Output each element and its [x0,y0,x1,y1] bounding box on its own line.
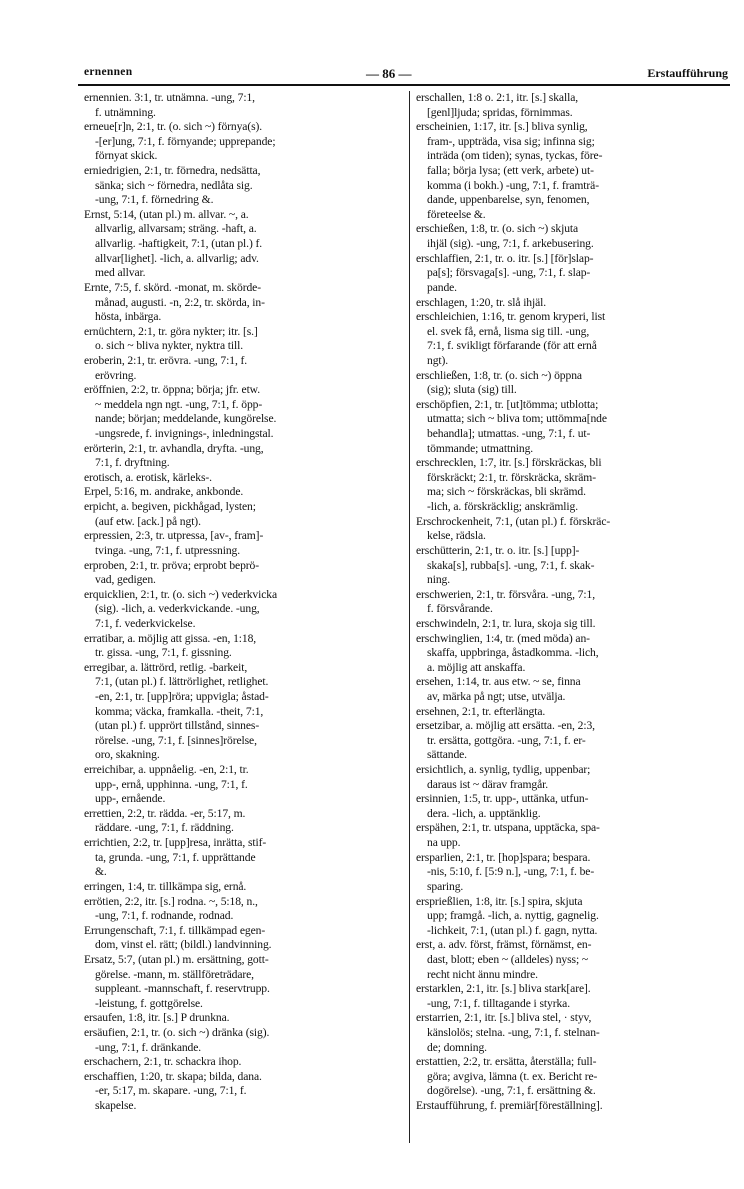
entry-line: dande, uppenbarelse, syn, fenomen, [427,193,590,207]
entry-line: inträda (om tiden); synas, tyckas, före- [427,149,603,163]
page-number: — 86 — [366,66,412,81]
entry-line: erschöpfien, 2:1, tr. [ut]tömma; utblotta; [416,397,599,411]
entry-line: dera. -lich, a. upptänklig. [427,806,541,820]
entry-line: oro, skakning. [95,748,160,762]
entry-line: Erpel, 5:16, m. andrake, ankbonde. [84,485,244,499]
entry-line: ersehnen, 2:1, tr. efterlängta. [416,704,546,718]
entry-line: erschaffien, 1:20, tr. skapa; bilda, dana. [84,1069,262,1083]
entry-line: månad, augusti. -n, 2:2, tr. skörda, in- [95,295,265,309]
entry-line: företeelse &. [427,207,486,221]
entry-line: kelse, rädsla. [427,529,486,543]
entry-line: -ung, 7:1, f. förnedring &. [95,193,214,207]
entry-line: recht nicht ännu mindre. [427,967,538,981]
entry-line: ngt). [427,353,449,367]
header-rule [78,84,730,86]
entry-line: sänka; sich ~ förnedra, nedlåta sig. [95,178,253,192]
entry-line: ersinnien, 1:5, tr. upp-, uttänka, utfun- [416,792,589,806]
entry-line: erscheinien, 1:17, itr. [s.] bliva synlig, [416,120,588,134]
entry-line: 7:1, f. vederkvickelse. [95,616,196,630]
entry-line: ersichtlich, a. synlig, tydlig, uppenbar; [416,763,591,777]
entry-line: 7:1, f. dryftning. [95,456,170,470]
entry-line: tr. gissa. -ung, 7:1, f. gissning. [95,646,232,660]
entry-line: skaffa, uppbringa, åstadkomma. -lich, [427,646,599,660]
entry-line: dast, blott; eben ~ (alldeles) nyss; ~ [427,952,589,966]
entry-line: -ungsrede, f. invignings-, inledningstal. [95,427,274,441]
entry-line: ersehen, 1:14, tr. aus etw. ~ se, finna [416,675,581,689]
entry-line: Ernte, 7:5, f. skörd. -monat, m. skörde- [84,280,261,294]
left-column [84,91,404,1114]
entry-line: f. försvårande. [427,602,493,616]
entry-line: erratibar, a. möjlig att gissa. -en, 1:18, [84,631,257,645]
entry-line: o. sich ~ bliva nykter, nyktra till. [95,339,244,353]
entry-line: Ernst, 5:14, (utan pl.) m. allvar. ~, a. [84,207,249,221]
entry-line: [genl]ljuda; spridas, förnimmas. [427,105,573,119]
entry-line: -lichkeit, 7:1, (utan pl.) f. gagn, nytta. [427,923,598,937]
entry-line: Errungenschaft, 7:1, f. tillkämpad egen- [84,923,266,937]
entry-line: ersparlien, 2:1, tr. [hop]spara; bespara. [416,850,591,864]
entry-line: 7:1, (utan pl.) f. lättrörlighet, retlighet. [95,675,269,689]
entry-line: behandla]; utmattas. -ung, 7:1, f. ut- [427,427,591,441]
entry-line: erst, a. adv. först, främst, förnämst, en- [416,938,592,952]
entry-line: erschütterin, 2:1, tr. o. itr. [s.] [upp]- [416,543,580,557]
entry-line: eröffnien, 2:2, tr. öppna; börja; jfr. etw. [84,383,261,397]
entry-line: allvar[lighet]. -lich, a. allvarlig; adv. [95,251,259,265]
entry-line: erpressien, 2:3, tr. utpressa, [av-, fram]- [84,529,264,543]
entry-line: erschallen, 1:8 o. 2:1, itr. [s.] skalla, [416,91,579,104]
entry-line: Erschrockenheit, 7:1, (utan pl.) f. förskräc- [416,514,611,528]
entry-line: erörterin, 2:1, tr. avhandla, dryfta. -ung, [84,441,264,455]
entry-line: allvarlig, allvarsam; sträng. -haft, a. [95,222,257,236]
entry-line: ta, grunda. -ung, 7:1, f. upprättande [95,850,256,864]
entry-line: upp-, ernående. [95,792,166,806]
entry-line: känslolös; stelna. -ung, 7:1, f. stelnan- [427,1026,600,1039]
entry-line: av, märka på ngt; utse, utvälja. [427,689,566,703]
entry-line: -leistung, f. gottgörelse. [95,996,203,1010]
entry-line: ersaufen, 1:8, itr. [s.] P drunkna. [84,1011,230,1025]
entry-line: de; domning. [427,1040,487,1054]
entry-line: ihjäl (sig). -ung, 7:1, f. arkebusering. [427,237,594,251]
entry-line: (utan pl.) f. upprört tillstånd, sinnes- [95,719,260,733]
entry-line: ernennien. 3:1, tr. utnämna. -ung, 7:1, [84,91,255,104]
column-divider [409,91,410,1143]
entry-line: -ung, 7:1, f. tilltagande i styrka. [427,996,571,1010]
entry-line: f. utnämning. [95,105,156,119]
entry-line: upp; framgå. -lich, a. nyttig, gagnelig. [427,909,599,923]
entry-line: -ung, 7:1, f. rodnande, rodnad. [95,909,234,923]
entry-line: tömmande; utmattning. [427,441,534,455]
entry-line: tr. ersätta, gottgöra. -ung, 7:1, f. er- [427,733,586,747]
entry-line: ning. [427,573,451,587]
entry-line: &. [95,865,107,879]
entry-line: erschwinglien, 1:4, tr. (med möda) an- [416,631,590,645]
entry-line: erschießen, 1:8, tr. (o. sich ~) skjuta [416,222,579,236]
entry-line: komma; väcka, framkalla. -theit, 7:1, [95,704,264,718]
entry-line: Erstaufführung, f. premiär[föreställning]. [416,1099,603,1113]
right-column [416,91,738,1114]
entry-line: (sig); sluta (sig) till. [427,383,517,397]
entry-line: erschließen, 1:8, tr. (o. sich ~) öppna [416,368,582,382]
entry-line: erschwindeln, 2:1, tr. lura, skoja sig till. [416,616,596,630]
entry-line: fram-, uppträda, visa sig; infinna sig; [427,134,595,148]
entry-line: räddare. -ung, 7:1, f. räddning. [95,821,234,835]
entry-line: erstattien, 2:2, tr. ersätta, återställa; full- [416,1055,597,1069]
entry-line: hösta, inbärga. [95,310,162,324]
entry-line: errichtien, 2:2, tr. [upp]resa, inrätta, stif- [84,836,267,850]
entry-line: skaka[s], rubba[s]. -ung, 7:1, f. skak- [427,558,595,572]
entry-line: förskräckt; 2:1, tr. förskräcka, skräm- [427,470,596,484]
entry-line: erövring. [95,368,137,382]
entry-line: daraus ist ~ därav framgår. [427,777,549,791]
entry-line: -[er]ung, 7:1, f. förnyande; upprepande; [95,134,276,148]
guide-word-left: ernennen [84,66,133,78]
entry-line: görelse. -mann, m. ställföreträdare, [95,967,254,981]
entry-line: erschwerien, 2:1, tr. försvåra. -ung, 7:1, [416,587,595,601]
entry-line: erschachern, 2:1, tr. schackra ihop. [84,1055,242,1069]
entry-line: göra; avgiva, lämna (t. ex. Bericht re- [427,1069,598,1083]
entry-line: eroberin, 2:1, tr. erövra. -ung, 7:1, f. [84,353,248,367]
entry-line: erneue[r]n, 2:1, tr. (o. sich ~) förnya(s). [84,120,263,134]
entry-line: Ersatz, 5:7, (utan pl.) m. ersättning, gott- [84,952,269,966]
entry-line: rörelse. -ung, 7:1, f. [sinnes]rörelse, [95,733,257,747]
entry-line: ma; sich ~ förskräckas, bli skrämd. [427,485,586,499]
entry-line: dom, vinst el. rätt; (bildl.) landvinning. [95,938,272,952]
entry-line: sparing. [427,879,464,893]
entry-line: erschlagen, 1:20, tr. slå ihjäl. [416,295,547,309]
entry-line: (auf etw. [ack.] på ngt). [95,514,201,528]
entry-line: erniedrigien, 2:1, tr. förnedra, nedsätta, [84,164,261,178]
entry-line: sättande. [427,748,467,762]
entry-line: -en, 2:1, tr. [upp]röra; uppvigla; åstad- [95,689,269,703]
entry-line: errettien, 2:2, tr. rädda. -er, 5:17, m. [84,806,246,820]
entry-line: erotisch, a. erotisk, kärleks-. [84,470,212,484]
entry-line: erstarklen, 2:1, itr. [s.] bliva stark[are]. [416,982,591,996]
entry-line: förnyat skick. [95,149,158,163]
entry-line: tvinga. -ung, 7:1, f. utpressning. [95,543,241,557]
entry-line: erspähen, 2:1, tr. utspana, upptäcka, spa- [416,821,600,835]
entry-line: erschrecklen, 1:7, itr. [s.] förskräckas, bli [416,456,602,470]
entry-line: falla; börja lysa; (ett verk, arbete) ut- [427,164,594,178]
entry-line: erquicklien, 2:1, tr. (o. sich ~) vederkvicka [84,587,278,601]
entry-line: pa[s]; försvaga[s]. -ung, 7:1, f. slap- [427,266,591,280]
entry-line: erpicht, a. begiven, pickhågad, lysten; [84,500,256,514]
entry-line: (sig). -lich, a. vederkvickande. -ung, [95,602,260,616]
entry-line: erschlaffien, 2:1, tr. o. itr. [s.] [för]slap- [416,251,594,265]
entry-line: utmatta; sich ~ bliva tom; uttömma[nde [427,412,607,426]
entry-line: vad, gedigen. [95,573,156,587]
entry-line: -nis, 5:10, f. [5:9 n.], -ung, 7:1, f. be- [427,865,595,879]
entry-line: allvarlig. -haftigkeit, 7:1, (utan pl.) f. [95,237,263,251]
entry-line: erringen, 1:4, tr. tillkämpa sig, ernå. [84,879,247,893]
entry-line: erreichibar, a. uppnåelig. -en, 2:1, tr. [84,763,249,777]
entry-line: erstarrien, 2:1, itr. [s.] bliva stel, · styv, [416,1011,592,1025]
dictionary-page [70,58,734,1168]
entry-line: erschleichien, 1:16, tr. genom kryperi, list [416,310,606,324]
entry-line: ernüchtern, 2:1, tr. göra nykter; itr. [s.] [84,324,258,338]
entry-line: suppleant. -mannschaft, f. reservtrupp. [95,982,270,996]
entry-line: erregibar, a. lättrörd, retlig. -barkeit, [84,660,248,674]
entry-line: med allvar. [95,266,146,280]
entry-line: errötien, 2:2, itr. [s.] rodna. ~, 5:18, n., [84,894,258,908]
entry-line: 7:1, f. svikligt förfarande (för att ernå [427,339,597,353]
entry-line: a. möjlig att anskaffa. [427,660,526,674]
guide-word-right: Erstaufführung [647,66,728,80]
entry-line: ersetzibar, a. möjlig att ersätta. -en, 2:3, [416,719,595,733]
entry-line: upp-, ernå, upphinna. -ung, 7:1, f. [95,777,248,791]
entry-line: na upp. [427,836,461,850]
entry-line: ~ meddela ngn ngt. -ung, 7:1, f. öpp- [95,397,263,411]
entry-line: -er, 5:17, m. skapare. -ung, 7:1, f. [95,1084,247,1098]
entry-line: nande; början; meddelande, kungörelse. [95,412,277,426]
entry-line: pande. [427,280,457,294]
entry-line: ersäufien, 2:1, tr. (o. sich ~) dränka (sig). [84,1026,270,1039]
entry-line: -ung, 7:1, f. dränkande. [95,1040,202,1054]
entry-line: dogörelse). -ung, 7:1, f. ersättning &. [427,1084,596,1098]
entry-line: ersprießlien, 1:8, itr. [s.] spira, skjuta [416,894,583,908]
entry-line: erproben, 2:1, tr. pröva; erprobt beprö- [84,558,260,572]
entry-line: -lich, a. förskräcklig; anskrämlig. [427,500,579,514]
entry-line: el. svek få, ernå, lisma sig till. -ung, [427,324,590,338]
entry-line: komma (i bokh.) -ung, 7:1, f. framträ- [427,178,599,192]
entry-line: skapelse. [95,1099,137,1113]
